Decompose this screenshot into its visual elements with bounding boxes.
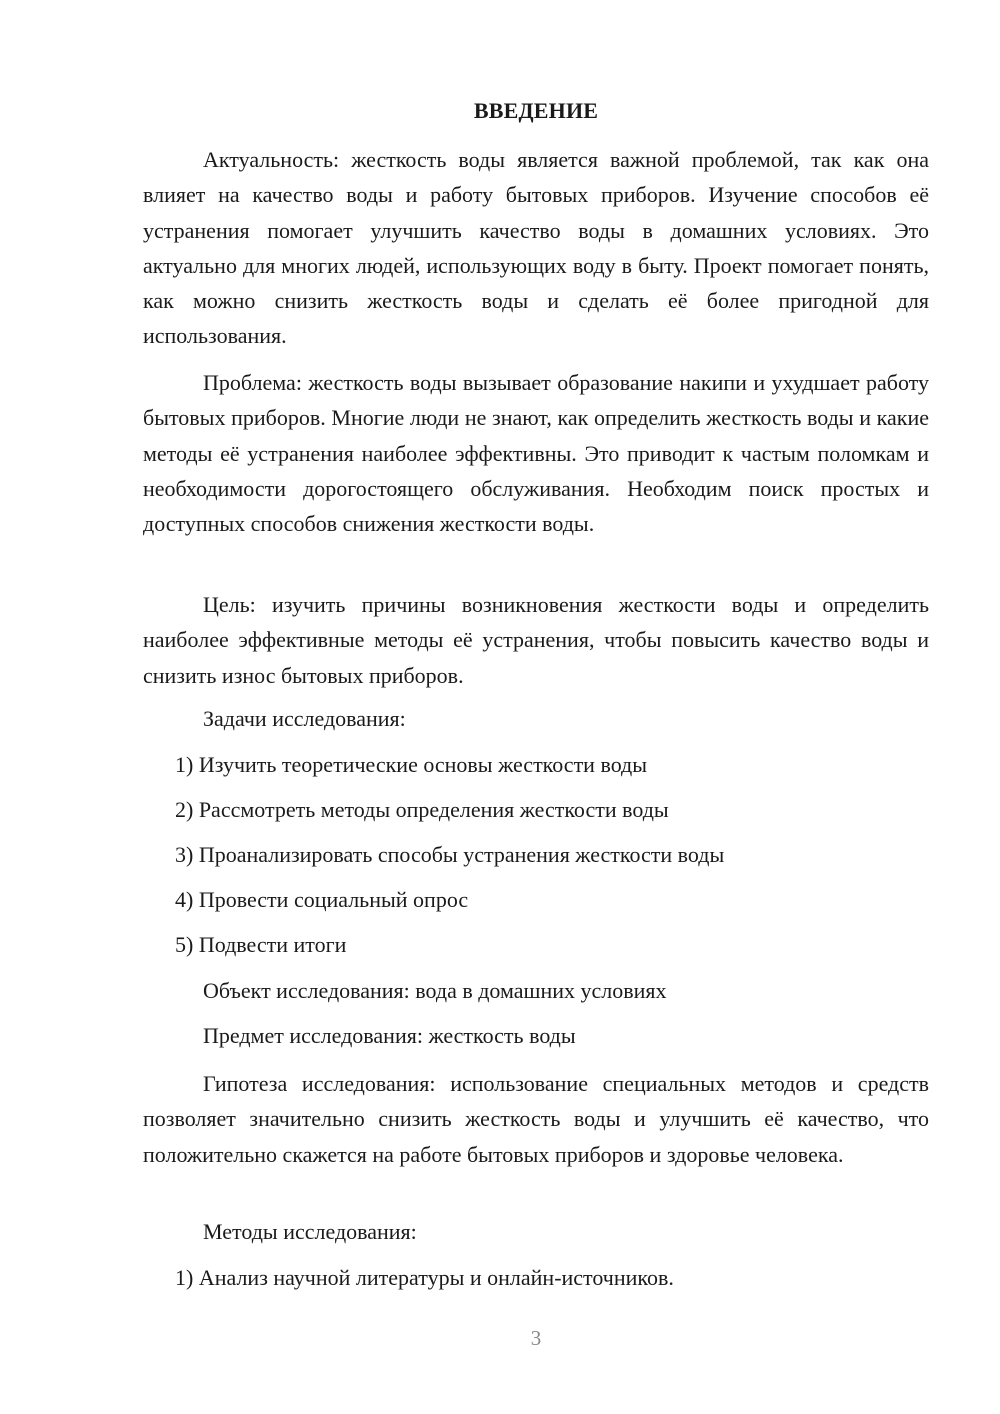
list-item: 2) Рассмотреть методы определения жесткости воды <box>175 797 669 822</box>
list-item: 3) Проанализировать способы устранения жесткости воды <box>175 842 725 867</box>
research-object: Объект исследования: вода в домашних условиях <box>203 978 667 1003</box>
goal-paragraph: Цель: изучить причины возникновения жесткости воды и определить наиболее эффективные методы её устранения, чтобы повысить качество воды и снизить износ бытовых приборов. <box>143 592 929 688</box>
page-number: 3 <box>530 1326 542 1350</box>
list-item: 5) Подвести итоги <box>175 932 347 957</box>
list-item: 4) Провести социальный опрос <box>175 887 469 912</box>
research-subject: Предмет исследования: жесткость воды <box>203 1023 576 1048</box>
relevance-paragraph: Актуальность: жесткость воды является важной проблемой, так как она влияет на качество воды и работу бытовых приборов. Изучение способов её устранения помогает улучшить качество воды в домашних условиях. Это актуально для многих людей, использующих воду в быту. Проект помогает понять, как можно снизить жесткость воды и сделать её более пригодной для использования. <box>143 147 929 349</box>
problem-paragraph: Проблема: жесткость воды вызывает образование накипи и ухудшает работу бытовых приборов. Многие люди не знают, как определить жесткость воды и какие методы её устранения наиболее эффективны. Это приводит к частым поломкам и необходимости дорогостоящего обслуживания. Необходим поиск простых и доступных способов снижения жесткости воды. <box>143 370 929 537</box>
methods-label: Методы исследования: <box>203 1219 417 1244</box>
tasks-label: Задачи исследования: <box>203 706 406 731</box>
list-item: 1) Изучить теоретические основы жесткости воды <box>175 752 648 777</box>
hypothesis-paragraph: Гипотеза исследования: использование специальных методов и средств позволяет значительно снизить жесткость воды и улучшить её качество, что положительно скажется на работе бытовых приборов и здоровье человека. <box>143 1071 929 1167</box>
section-heading: ВВЕДЕНИЕ <box>473 98 599 123</box>
list-item: 1) Анализ научной литературы и онлайн-источников. <box>175 1265 674 1290</box>
